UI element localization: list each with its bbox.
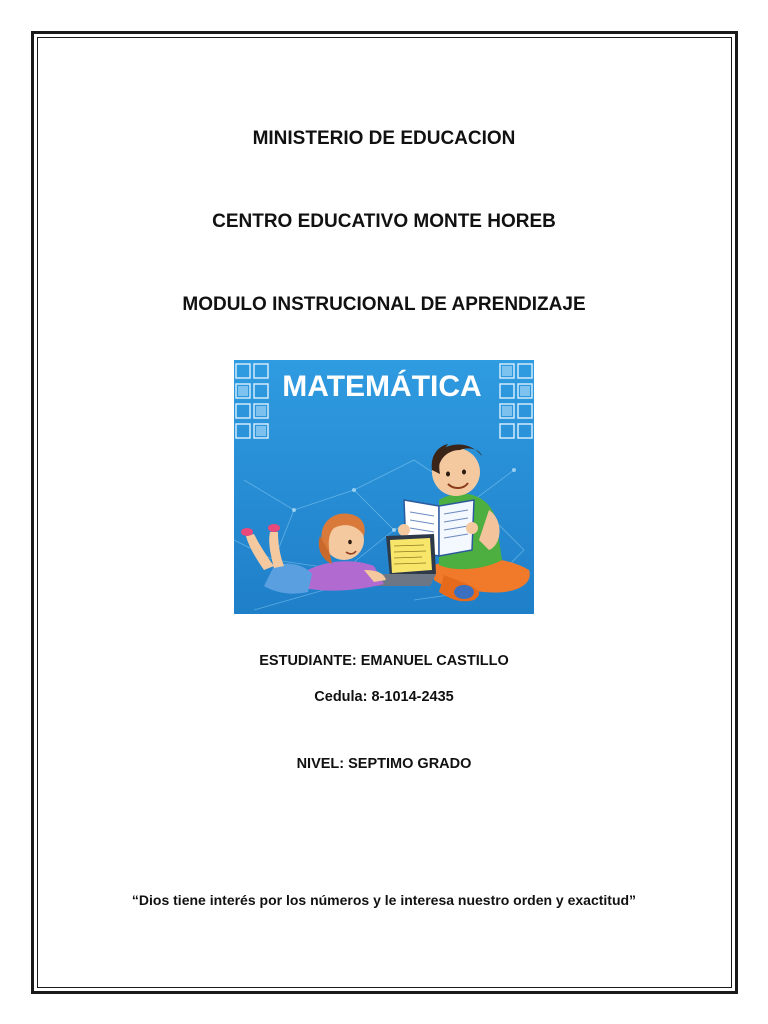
cover-image [234, 360, 534, 614]
ministry-heading: MINISTERIO DE EDUCACION [252, 128, 516, 149]
motto-quote: “Dios tiene interés por los números y le interesa nuestro orden y exactitud” [131, 892, 637, 908]
student-id: Cedula: 8-1014-2435 [314, 689, 454, 705]
cover-title: MATEMÁTICA [282, 370, 482, 403]
module-heading: MODULO INSTRUCIONAL DE APRENDIZAJE [182, 294, 586, 315]
student-name: ESTUDIANTE: EMANUEL CASTILLO [259, 653, 509, 669]
grade-level: NIVEL: SEPTIMO GRADO [296, 756, 472, 772]
school-heading: CENTRO EDUCATIVO MONTE HOREB [212, 211, 556, 232]
